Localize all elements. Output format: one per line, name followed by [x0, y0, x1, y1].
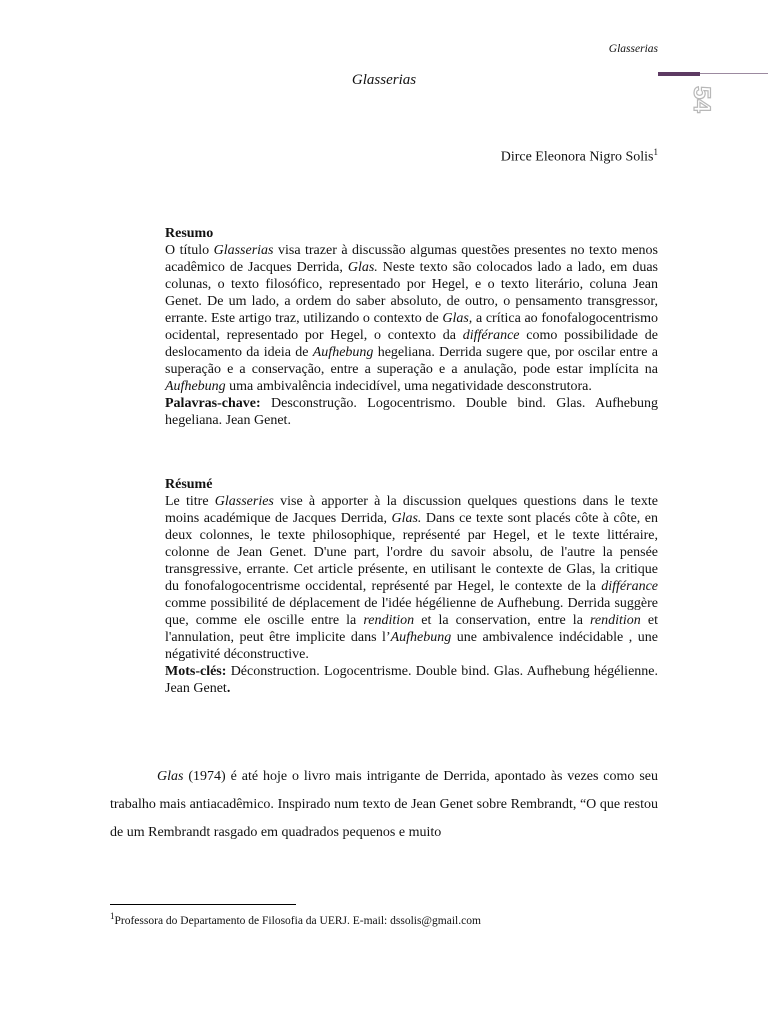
abstract-pt-text: O título Glasserias visa trazer à discussão algumas questões presentes no texto menos acadêmico de Jacques Derrida, Glas. Neste texto são colocados lado a lado, em duas colunas, o texto filosófico, representado por Hegel, e o texto literário, coluna Jean Genet. De um lado, a ordem do saber absoluto, de outro, o pensamento transgressor, errante. Este artigo traz, utilizando o contexto de Glas, a crítica ao fonofalogocentrismo ocidental, representado por Hegel, o contexto da différance como possibilidade de deslocamento da ideia de Aufhebung hegeliana. Derrida sugere que, por oscilar entre a superação e a conservação, entre a superação e a anulação, pode estar implícita na Aufhebung uma ambivalência indecidível, uma negatividade desconstrutora.: [165, 243, 659, 394]
keywords-pt-list: Desconstrução. Logocentrismo. Double bind. Glas. Aufhebung hegeliana. Jean Genet.: [165, 396, 658, 428]
footnote-mark: 1: [110, 911, 115, 921]
article-title: Glasserias: [351, 72, 417, 88]
footnote: [110, 911, 670, 927]
keywords-fr: Mots-clés: Déconstruction. Logocentrisme. Double bind. Glas. Aufhebung hégélienne. Jean Genet.: [165, 664, 658, 696]
page-number: [666, 84, 715, 124]
keywords-fr-list: Déconstruction. Logocentrisme. Double bind. Glas. Aufhebung hégélienne. Jean Genet: [165, 664, 658, 696]
page-number-text: 54: [688, 86, 715, 113]
body-paragraph: Glas (1974) é até hoje o livro mais intrigante de Derrida, apontado às vezes como seu trabalho mais antiacadêmico. Inspirado num texto de Jean Genet sobre Rembrandt, “O que restou de um Rembrandt rasgado em quadrados pequenos e muito: [110, 769, 658, 840]
abstract-fr-heading: Résumé: [165, 477, 213, 492]
keywords-pt: [165, 395, 658, 429]
author-name: Dirce Eleonora Nigro Solis: [500, 149, 654, 165]
footnote-rule: [110, 904, 296, 905]
footnote-text: Professora do Departamento de Filosofia da UERJ. E-mail: dssolis@gmail.com: [114, 914, 481, 927]
abstract-pt-heading: Resumo: [165, 226, 214, 241]
keywords-pt-label: Palavras-chave:: [165, 396, 261, 411]
author-footnote-mark: 1: [653, 147, 658, 157]
abstract-pt: [165, 225, 658, 429]
abstract-fr: [165, 476, 658, 697]
abstract-fr-text: Le titre Glasseries vise à apporter à la discussion quelques questions dans le texte moins académique de Jacques Derrida, Glas. Dans ce texte sont placés côte à côte, en deux colonnes, le texte philosophique, représenté par Hegel, et le texte littéraire, colonne de Jean Genet. D'une part, l'ordre du savoir absolu, de l'autre la pensée transgressive, errante. Cet article présente, en utilisant le contexte de Glas, la critique du fonofalogocentrisme occidental, représenté par Hegel, le contexte de la différance comme possibilité de déplacement de l'idée hégélienne de Aufhebung. Derrida suggère que, comme ele oscille entre la rendition et la conservation, entre la rendition et l'annulation, peut être implicite dans l’Aufhebung une ambivalence indécidable , une négativité déconstructive.: [165, 494, 659, 662]
author-line: [501, 147, 658, 166]
keywords-fr-label: Mots-clés:: [165, 664, 227, 679]
running-head: Glasserias: [608, 43, 658, 55]
body-text: [110, 763, 658, 847]
